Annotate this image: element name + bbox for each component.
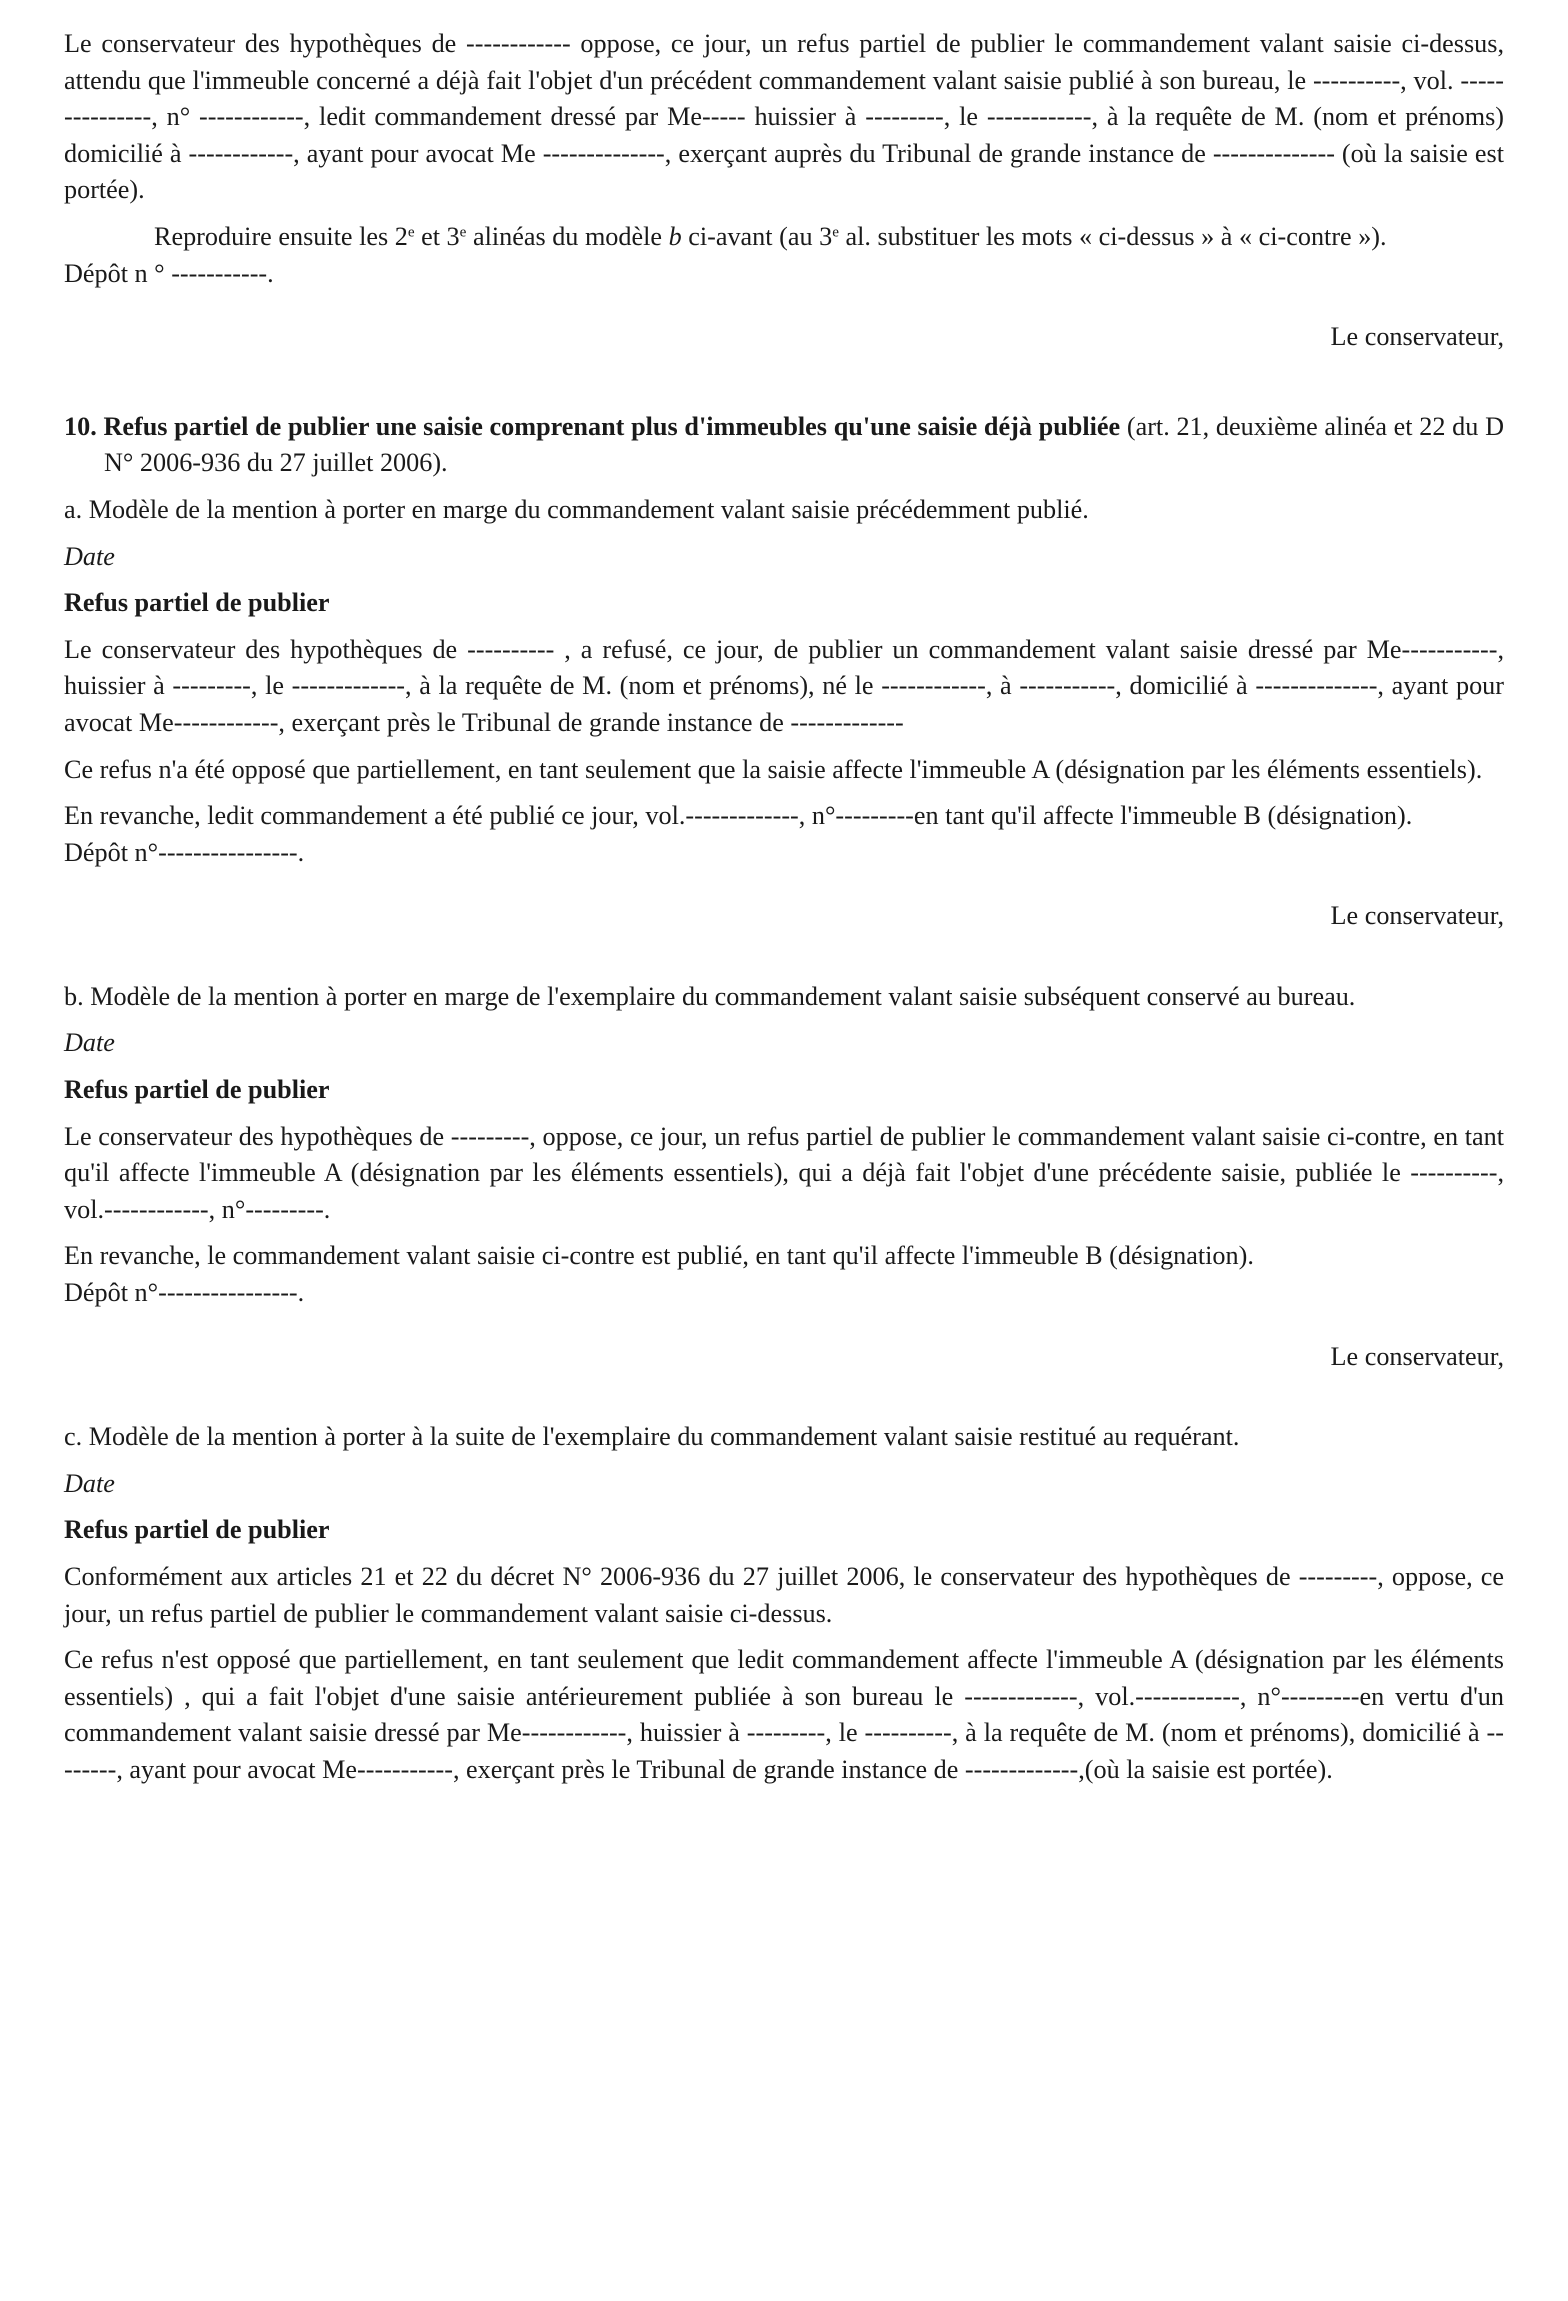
model-c-title: Refus partiel de publier (64, 1515, 330, 1545)
section-heading-ref: (art. 21, deuxième alinéa et 22 du D N° 2006-936 du 27 juillet 2006). (104, 411, 1504, 478)
model-a-paragraph-3: En revanche, ledit commandement a été publié ce jour, vol.-------------, n°---------en tant qu'il affecte l'immeuble B (désignation). (64, 801, 1413, 831)
model-a-signature: Le conservateur, (1330, 901, 1504, 931)
model-a-intro: a. Modèle de la mention à porter en marge du commandement valant saisie précédemment publié. (64, 494, 1089, 524)
model-a-date: Date (64, 541, 115, 571)
model-a-depot: Dépôt n°----------------. (64, 837, 305, 867)
superscript: e (407, 223, 415, 241)
model-b-intro: b. Modèle de la mention à porter en marge de l'exemplaire du commandement valant saisie subséquent conservé au bureau. (64, 981, 1356, 1011)
model-c-paragraph-1: Conformément aux articles 21 et 22 du décret N° 2006-936 du 27 juillet 2006, le conservateur des hypothèques de ---------, oppose, ce jour, un refus partiel de publier le commandement valant saisie ci-dessus. (64, 1562, 1504, 1628)
signature: Le conservateur, (1330, 322, 1504, 352)
model-c-date: Date (64, 1468, 115, 1498)
section-heading-bold: 10. Refus partiel de publier une saisie comprenant plus d'immeubles qu'une saisie déjà publiée (64, 411, 1121, 441)
section-heading (64, 409, 1504, 482)
model-a-paragraph-1: Le conservateur des hypothèques de ---------- , a refusé, ce jour, de publier un commandement valant saisie dressé par Me-----------, huissier à ---------, le -------------, à la requête de M. (nom et prénoms), né le ------------, à -----------, domicilié à --------------, ayant pour avocat Me------------, exerçant près le Tribunal de grande instance de ------------- (64, 634, 1504, 737)
model-b-signature: Le conservateur, (1330, 1341, 1504, 1371)
model-b-depot: Dépôt n°----------------. (64, 1278, 305, 1308)
text-run: et 3 (414, 221, 460, 251)
text-run: Reproduire ensuite les 2 (154, 221, 408, 251)
text-run: alinéas du modèle (466, 221, 669, 251)
model-c-intro: c. Modèle de la mention à porter à la suite de l'exemplaire du commandement valant saisie restitué au requérant. (64, 1422, 1240, 1452)
paragraph-refus-partiel-intro: Le conservateur des hypothèques de ------------ oppose, ce jour, un refus partiel de publier le commandement valant saisie ci-dessus, attendu que l'immeuble concerné a déjà fait l'objet d'un précédent commandement valant saisie publié à son bureau, le ----------, vol. ---------------, n° ------------, ledit commandement dressé par Me----- huissier à ---------, le ------------, à la requête de M. (nom et prénoms) domicilié à ------------, ayant pour avocat Me --------------, exerçant auprès du Tribunal de grande instance de -------------- (où la saisie est portée). (64, 29, 1504, 205)
text-run: ci-avant (au 3 (681, 221, 833, 251)
italic-run: b (668, 221, 682, 251)
model-c-paragraph-2: Ce refus n'est opposé que partiellement, en tant seulement que ledit commandement affecte l'immeuble A (désignation par les éléments essentiels) , qui a fait l'objet d'une saisie antérieurement publiée à son bureau le -------------, vol.------------, n°---------en vertu d'un commandement valant saisie dressé par Me------------, huissier à ---------, le ----------, à la requête de M. (nom et prénoms), domicilié à --------, ayant pour avocat Me-----------, exerçant près le Tribunal de grande instance de -------------,(où la saisie est portée). (64, 1645, 1504, 1784)
paragraph-reproduire (64, 219, 1504, 256)
document-page (64, 26, 1504, 1789)
model-b-title: Refus partiel de publier (64, 1075, 330, 1105)
model-a-paragraph-2: Ce refus n'a été opposé que partiellement, en tant seulement que la saisie affecte l'immeuble A (désignation par les éléments essentiels). (64, 754, 1483, 784)
model-a-title: Refus partiel de publier (64, 588, 330, 618)
model-b-date: Date (64, 1028, 115, 1058)
text-run: al. substituer les mots « ci-dessus » à « ci-contre »). (838, 221, 1387, 251)
model-b-paragraph-1: Le conservateur des hypothèques de ---------, oppose, ce jour, un refus partiel de publier le commandement valant saisie ci-contre, en tant qu'il affecte l'immeuble A (désignation par les éléments essentiels), qui a déjà fait l'objet d'une précédente saisie, publiée le ----------, vol.------------, n°---------. (64, 1121, 1504, 1224)
model-b-paragraph-2: En revanche, le commandement valant saisie ci-contre est publié, en tant qu'il affecte l'immeuble B (désignation). (64, 1241, 1254, 1271)
superscript: e (832, 223, 839, 241)
depot-line: Dépôt n ° -----------. (64, 258, 274, 288)
superscript: e (459, 223, 467, 241)
